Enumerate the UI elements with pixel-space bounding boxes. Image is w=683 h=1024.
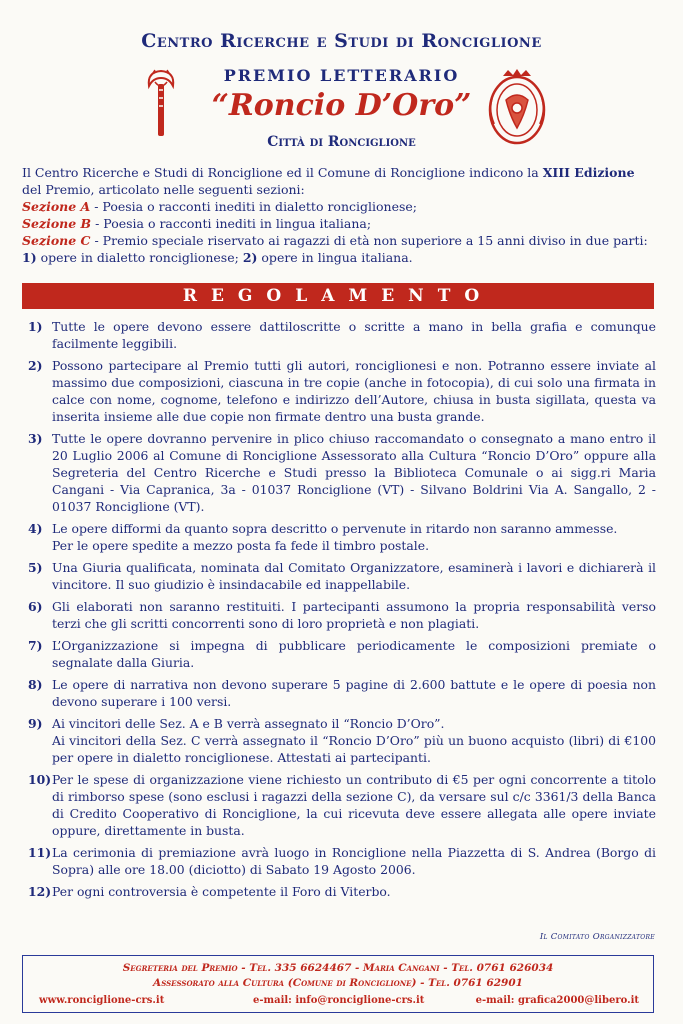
edition-label: XIII Edizione (542, 165, 635, 180)
premio-heading: PREMIO LETTERARIO (223, 66, 460, 85)
contact-footer (22, 955, 654, 1013)
rule-item: 6) Gli elaborati non saranno restituiti. I partecipanti assumono la propria responsabilità verso terzi che gli scritti concorrenti sono di loro proprietà e non plagiati. (28, 599, 656, 631)
award-header (0, 66, 683, 156)
rule-item: 1) Tutte le opere devono essere dattiloscritte o scritte a mano in bella grafia e comunque facilmente leggibili. (28, 319, 656, 351)
section-c: Sezione C - Premio speciale riservato ai ragazzi di età non superiore a 15 anni diviso in due parti: (22, 233, 648, 248)
intro-paragraph (22, 164, 656, 266)
rules-list (22, 318, 656, 905)
intro-text: Il Centro Ricerche e Studi di Ronciglione ed il Comune di Ronciglione indicono la XIII Edizione del Premio, articolato nelle seguenti sezioni: (22, 165, 635, 197)
award-name: “Roncio D’Oro” (211, 88, 472, 123)
rule-item: 5) Una Giuria qualificata, nominata dal Comitato Organizzatore, esaminerà i lavori e dichiarerà il vincitore. Il suo giudizio è insindacabile ed inappellabile. (28, 560, 656, 592)
assessorato-line: Assessorato alla Cultura (Comune di Ronciglione) - Tel. 0761 62901 (153, 977, 523, 989)
rule-item: 7) L’Organizzazione si impegna di pubblicare periodicamente le composizioni premiate o segnalate dalla Giuria. (28, 638, 656, 670)
rule-item: 4) Le opere difformi da quanto sopra descritto o pervenute in ritardo non saranno ammesse. Per le opere spedite a mezzo posta fa fede il timbro postale. (28, 521, 618, 553)
citta-heading: Città di Ronciglione (267, 134, 416, 150)
committee-signature: Il Comitato Organizzatore (539, 932, 655, 942)
organization-title: Centro Ricerche e Studi di Ronciglione (141, 30, 542, 52)
rule-item: 3) Tutte le opere dovranno pervenire in plico chiuso raccomandato o consegnato a mano entro il 20 Luglio 2006 al Comune di Ronciglione Assessorato alla Cultura “Roncio D’Oro” oppure alla Segreteria del Centro Ricerche e Studi presso la Biblioteca Comunale o ai sigg.ri Maria Cangani - Via Capranica, 3a - 01037 Ronciglione (VT) - Silvano Boldrini Via A. Sangallo, 2 - 01037 Ronciglione (VT). (28, 431, 656, 514)
secretariat-line: Segreteria del Premio - Tel. 335 6624467 - Maria Cangani - Tel. 0761 626034 (122, 962, 554, 974)
website-link[interactable]: www.ronciglione-crs.it (39, 995, 165, 1006)
rule-item: 10) Per le spese di organizzazione viene richiesto un contributo di €5 per ogni concorrente a titolo di rimborso spese (sono esclusi i ragazzi della sezione C), da versare sul c/c 3361/3 della Banca di Credito Cooperativo di Ronciglione, la cui ricevuta deve essere allegata alle opere inviate oppure, direttamente in busta. (28, 772, 656, 838)
rule-item: 2) Possono partecipare al Premio tutti gli autori, ronciglionesi e non. Potranno essere inviate al massimo due composizioni, ciascuna in tre copie (anche in fotocopia), di cui solo una firmata in calce con nome, cognome, telefono e indirizzo dell’Autore, chiusa in busta sigillata, questa va inserita insieme alle due copie non firmate dentro una busta grande. (28, 358, 656, 424)
section-a: Sezione A - Poesia o racconti inediti in dialetto ronciglionese; (22, 199, 417, 214)
grafica-email-link[interactable]: e-mail: grafica2000@libero.it (475, 995, 639, 1006)
rule-item: 8) Le opere di narrativa non devono superare 5 pagine di 2.600 battute e le opere di poesia non devono superare i 100 versi. (28, 677, 656, 709)
info-email-link[interactable]: e-mail: info@ronciglione-crs.it (253, 995, 425, 1006)
rule-item: 12) Per ogni controversia è competente il Foro di Viterbo. (28, 884, 391, 899)
section-b: Sezione B - Poesia o racconti inediti in lingua italiana; (22, 216, 372, 231)
section-c-parts: 1) opere in dialetto ronciglionese; 2) opere in lingua italiana. (22, 250, 413, 265)
regolamento-banner: REGOLAMENTO (22, 283, 654, 309)
rule-item: 9) Ai vincitori delle Sez. A e B verrà assegnato il “Roncio D’Oro”. Ai vincitori della Sez. C verrà assegnato il “Roncio D’Oro” più un buono acquisto (libri) di €100 per opere in dialetto ronciglionese. Attestati ai partecipanti. (28, 716, 656, 765)
rule-item: 11) La cerimonia di premiazione avrà luogo in Ronciglione nella Piazzetta di S. Andrea (Borgo di Sopra) alle ore 18.00 (diciotto) di Sabato 19 Agosto 2006. (28, 845, 656, 877)
